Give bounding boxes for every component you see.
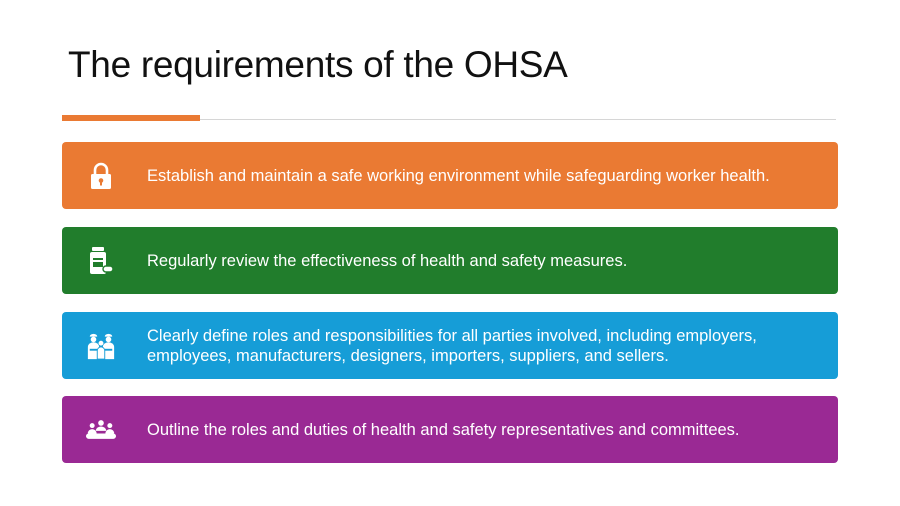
requirement-text-1: Establish and maintain a safe working environment while safeguarding worker health.	[147, 166, 770, 185]
medicine-bottle-icon	[86, 246, 116, 276]
title-accent-bar	[62, 115, 200, 121]
requirement-card-3	[62, 312, 838, 379]
requirement-text-3: Clearly define roles and responsibilities for all parties involved, including employers, employees, manufacturers, designers, importers, suppliers, and sellers.	[147, 326, 757, 365]
lock-icon	[86, 161, 116, 191]
workers-group-icon	[86, 331, 116, 361]
requirement-card-2	[62, 227, 838, 294]
requirement-card-4	[62, 396, 838, 463]
requirement-text-2: Regularly review the effectiveness of health and safety measures.	[147, 251, 628, 270]
meeting-icon	[86, 415, 116, 445]
requirement-card-1	[62, 142, 838, 209]
slide-title: The requirements of the OHSA	[68, 44, 568, 85]
requirement-text-4: Outline the roles and duties of health and safety representatives and committees.	[147, 420, 740, 439]
